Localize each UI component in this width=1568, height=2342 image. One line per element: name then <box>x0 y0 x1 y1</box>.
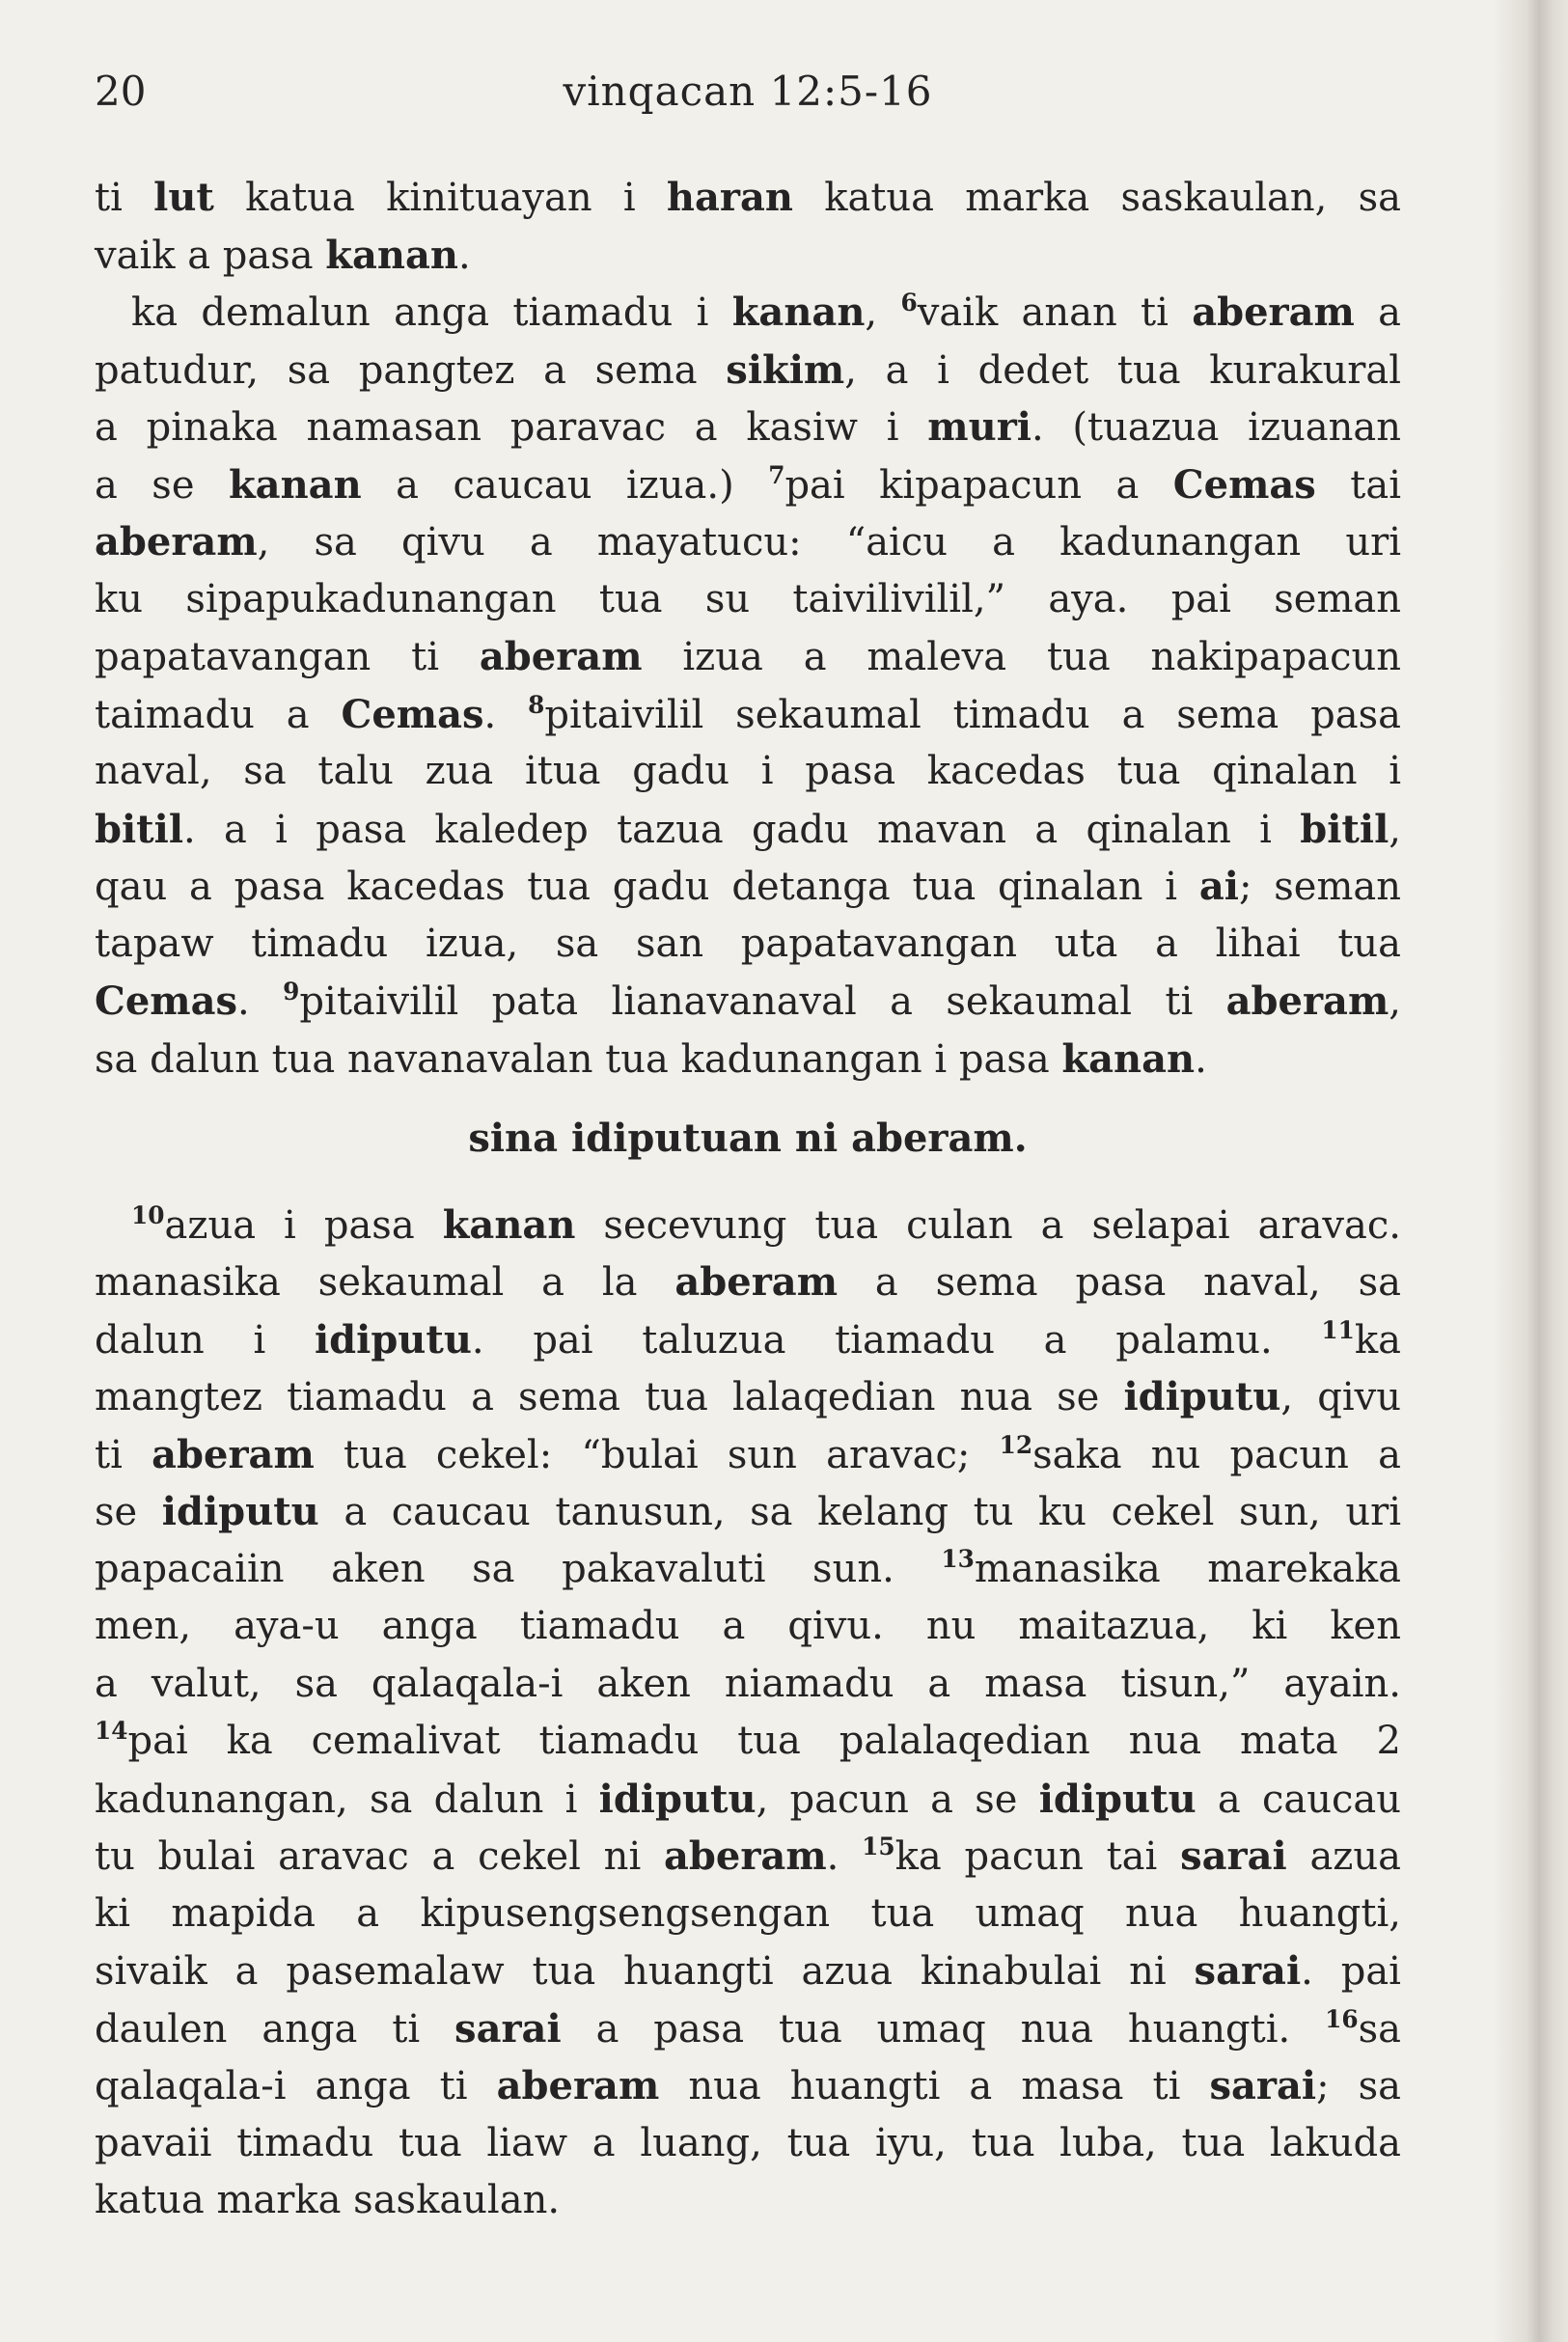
text-line <box>95 1311 1401 1369</box>
verse-number: 6 <box>900 289 918 317</box>
text-line <box>95 1197 1401 1254</box>
text-line <box>95 2057 1401 2115</box>
text-run: , pacun a se <box>756 1777 1039 1822</box>
text-line <box>95 916 1401 974</box>
text-run: ti <box>95 1432 152 1477</box>
text-run: secevung tua culan a selapai aravac. <box>575 1202 1401 1248</box>
text-run: sa dalun tua navanavalan tua kadunangan i pasa <box>95 1036 1062 1082</box>
text-run: katua marka saskaulan, sa <box>793 176 1401 220</box>
text-run: . <box>237 979 284 1024</box>
verse-number: 9 <box>283 978 300 1006</box>
text-run: nua huangti a masa ti <box>659 2064 1210 2108</box>
bold-term: sarai <box>1180 1833 1287 1879</box>
text-line <box>95 1771 1401 1829</box>
verse-number: 13 <box>941 1544 975 1573</box>
page-number: 20 <box>95 68 147 115</box>
text-run: ka pacun tai <box>894 1834 1181 1879</box>
text-run: a pinaka namasan paravac a kasiw i <box>95 405 928 450</box>
bold-term: sikim <box>726 346 845 393</box>
verse-number: 11 <box>1321 1315 1355 1344</box>
text-run: izua a maleva tua nakipapacun <box>642 635 1402 679</box>
bold-term: aberam <box>664 1833 827 1879</box>
bold-term: sarai <box>1194 1948 1302 1994</box>
text-run: katua marka saskaulan. <box>95 2178 561 2222</box>
text-run: ti <box>95 176 154 220</box>
bold-term: aberam <box>496 2063 660 2108</box>
page-edge-shadow <box>1493 0 1568 2342</box>
text-line <box>95 686 1401 744</box>
bold-term: Cemas <box>341 691 484 737</box>
text-run: a caucau <box>1196 1777 1401 1822</box>
bold-term: idiputu <box>314 1316 472 1363</box>
text-line <box>95 1713 1401 1771</box>
text-run: , qivu <box>1280 1375 1401 1419</box>
text-run: , sa qivu a mayatucu: “aicu a kadunangan uri <box>257 520 1401 565</box>
text-line <box>95 1828 1401 1886</box>
verse-number: 16 <box>1325 2004 1359 2033</box>
text-run: vaik anan ti <box>917 290 1193 335</box>
text-run: pitaivilil sekaumal timadu a sema pasa <box>544 692 1401 737</box>
text-run: pai kipapacun a <box>784 462 1173 508</box>
text-run: a valut, sa qalaqala-i aken niamadu a masa tisun,” ayain. <box>95 1661 1401 1706</box>
text-line <box>95 1031 1401 1088</box>
text-line <box>95 1656 1401 1714</box>
text-run: se <box>95 1490 162 1534</box>
bold-term: kanan <box>325 232 459 278</box>
text-run: , <box>1389 807 1401 852</box>
text-line <box>95 2000 1401 2058</box>
text-line <box>95 858 1401 916</box>
verse-number: 12 <box>999 1430 1033 1459</box>
text-run: manasika marekaka <box>974 1546 1402 1591</box>
text-run: papacaiin aken sa pakavaluti sun. <box>95 1546 942 1591</box>
text-run: , a i dedet tua kurakural <box>844 347 1401 393</box>
text-line <box>95 2172 1401 2230</box>
text-run: dalun i <box>95 1317 315 1363</box>
text-run: ka demalun anga tiamadu i <box>131 290 732 335</box>
bold-term: Cemas <box>1172 461 1316 508</box>
text-line <box>95 1254 1401 1311</box>
verse-number: 10 <box>131 1200 165 1229</box>
text-line <box>95 399 1401 456</box>
text-line <box>95 743 1401 801</box>
text-line <box>95 513 1401 571</box>
text-run: ka <box>1354 1317 1401 1363</box>
bold-term: lut <box>153 175 214 220</box>
text-run: a <box>1354 290 1402 335</box>
text-run: tua cekel: “bulai sun aravac; <box>314 1432 1000 1477</box>
text-line <box>95 1942 1401 2000</box>
text-line <box>95 628 1401 686</box>
text-line <box>95 1426 1401 1484</box>
text-run: ku sipapukadunangan tua su taivilivilil,” aya. pai seman <box>95 576 1401 621</box>
text-run: ki mapida a kipusengsengsengan tua umaq nua huangti, <box>95 1890 1401 1936</box>
text-run: katua kinituayan i <box>213 176 667 220</box>
text-line <box>95 1368 1401 1426</box>
bold-term: idiputu <box>598 1776 756 1822</box>
text-run: azua <box>1286 1834 1401 1879</box>
section-heading: sina idiputuan ni aberam. <box>468 1116 1028 1161</box>
text-run: qau a pasa kacedas tua gadu detanga tua qinalan i <box>95 865 1199 909</box>
text-run: sivaik a pasemalaw tua huangti azua kinabulai ni <box>95 1949 1195 1994</box>
text-line <box>95 1598 1401 1656</box>
text-run: papatavangan ti <box>95 635 480 679</box>
text-run: a sema pasa naval, sa <box>838 1260 1401 1305</box>
bold-term: sarai <box>454 2005 562 2052</box>
bold-term: idiputu <box>161 1489 319 1534</box>
bold-term: aberam <box>95 519 258 565</box>
verse-number: 7 <box>768 460 785 489</box>
text-run: naval, sa talu zua itua gadu i pasa kacedas tua qinalan i <box>95 749 1401 793</box>
text-run: a se <box>95 462 229 508</box>
bold-term: kanan <box>731 289 866 335</box>
text-run: . <box>458 233 471 278</box>
text-run: tu bulai aravac a cekel ni <box>95 1834 664 1879</box>
bold-term: aberam <box>151 1431 315 1477</box>
text-run: mangtez tiamadu a sema tua lalaqedian nua se <box>95 1375 1124 1419</box>
paragraph <box>95 1197 1401 2230</box>
text-run: , <box>1389 979 1402 1024</box>
text-run: qalaqala-i anga ti <box>95 2064 497 2108</box>
bold-term: Cemas <box>95 978 238 1024</box>
text-run: a pasa tua umaq nua huangti. <box>561 2006 1326 2052</box>
text-run: daulen anga ti <box>95 2006 455 2052</box>
text-line <box>95 1483 1401 1541</box>
text-line <box>95 973 1401 1031</box>
text-run: . <box>1195 1036 1207 1082</box>
bold-term: idiputu <box>1038 1776 1197 1822</box>
text-run: a caucau izua.) <box>361 462 769 508</box>
text-run: tai <box>1315 462 1401 508</box>
text-run: pitaivilil pata lianavanaval a sekaumal ti <box>299 979 1226 1024</box>
running-title: vinqacan 12:5-16 <box>563 68 933 115</box>
text-line <box>95 1541 1401 1599</box>
text-line <box>95 342 1401 400</box>
text-line <box>95 1886 1401 1943</box>
text-run: azua i pasa <box>164 1202 443 1248</box>
bold-term: kanan <box>442 1201 576 1248</box>
text-run: sa <box>1358 2006 1401 2052</box>
text-run: pavaii timadu tua liaw a luang, tua iyu, tua luba, tua lakuda <box>95 2120 1401 2165</box>
text-line <box>95 801 1401 859</box>
paragraph <box>95 284 1401 1088</box>
bold-term: sarai <box>1209 2063 1317 2108</box>
text-run: saka nu pacun a <box>1032 1432 1401 1477</box>
text-line <box>95 284 1401 342</box>
bold-term: muri <box>927 404 1032 450</box>
text-line <box>95 571 1401 629</box>
text-line <box>95 456 1401 514</box>
bold-term: aberam <box>674 1259 839 1305</box>
bold-term: kanan <box>228 461 362 508</box>
body-text <box>95 169 1401 2230</box>
bold-term: ai <box>1198 864 1239 909</box>
text-run: ; seman <box>1238 865 1402 909</box>
bold-term: haran <box>666 175 793 220</box>
text-line <box>95 227 1401 285</box>
text-run: taimadu a <box>95 692 342 737</box>
paragraph <box>95 169 1401 284</box>
text-run: vaik a pasa <box>95 233 326 278</box>
text-run: tapaw timadu izua, sa san papatavangan uta a lihai tua <box>95 921 1401 966</box>
text-run: , <box>865 290 901 335</box>
text-run: a caucau tanusun, sa kelang tu ku cekel sun, uri <box>318 1490 1401 1534</box>
text-run: . pai taluzua tiamadu a palamu. <box>471 1317 1322 1363</box>
bold-term: aberam <box>479 634 643 679</box>
text-run: . pai <box>1301 1949 1401 1994</box>
text-run: . <box>483 692 529 737</box>
text-run: ; sa <box>1316 2064 1401 2108</box>
text-line <box>95 2115 1401 2173</box>
bold-term: idiputu <box>1123 1374 1281 1419</box>
bold-term: aberam <box>1192 289 1355 335</box>
text-run: kadunangan, sa dalun i <box>95 1777 599 1822</box>
text-run: pai ka cemalivat tiamadu tua palalaqedian nua mata 2 <box>127 1719 1401 1763</box>
bold-term: bitil <box>1300 806 1389 852</box>
bold-term: kanan <box>1061 1035 1196 1082</box>
verse-number: 14 <box>95 1717 128 1746</box>
text-run: . <box>826 1834 863 1879</box>
bold-term: bitil <box>95 806 184 852</box>
text-run: . a i pasa kaledep tazua gadu mavan a qinalan i <box>183 807 1301 852</box>
text-line <box>95 169 1401 227</box>
text-run: patudur, sa pangtez a sema <box>95 347 727 393</box>
bold-term: aberam <box>1225 978 1389 1024</box>
verse-number: 15 <box>862 1832 895 1861</box>
verse-number: 8 <box>528 690 545 719</box>
text-run: manasika sekaumal a la <box>95 1260 675 1305</box>
text-run: men, aya-u anga tiamadu a qivu. nu maitazua, ki ken <box>95 1604 1401 1648</box>
text-run: . (tuazua izuanan <box>1031 405 1402 450</box>
